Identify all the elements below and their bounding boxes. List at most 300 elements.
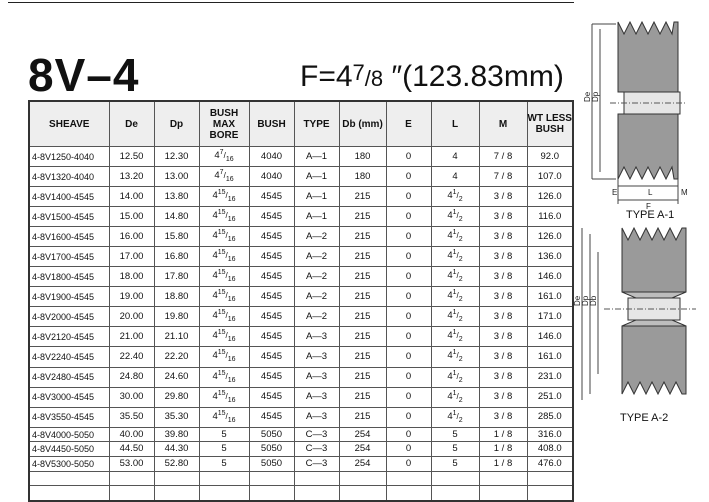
- col-e: E: [386, 101, 431, 147]
- cell-l-denominator: 2: [458, 316, 463, 324]
- table-row: [29, 387, 573, 407]
- cell-m: 1 / 8: [479, 457, 527, 472]
- model-title: 8V–4: [28, 49, 140, 101]
- a1-m-label: M: [681, 188, 688, 197]
- cell-l-whole: 4: [447, 270, 453, 282]
- face-width-denominator: /8: [364, 66, 384, 91]
- cell-bush-max-bore-whole: 4: [212, 270, 218, 282]
- cell-de: 16.00: [109, 227, 154, 247]
- cell-bush-max-bore: $4^{15}/_{16}$: [199, 407, 249, 427]
- table-row: [29, 287, 573, 307]
- cell-l: [431, 147, 479, 167]
- cell-sheave: 4-8V1320-4040: [29, 167, 109, 187]
- col-sheave: SHEAVE: [29, 101, 109, 147]
- cell-type: A—2: [294, 287, 339, 307]
- cell-e: 0: [386, 287, 431, 307]
- cell-l-numerator: 1: [452, 409, 457, 417]
- cell-dp: 24.60: [154, 367, 199, 387]
- cell-l: [431, 442, 479, 457]
- col-l: L: [431, 101, 479, 147]
- cell-de: 18.00: [109, 267, 154, 287]
- cell-sheave: 4-8V4000-5050: [29, 427, 109, 442]
- table-row: [29, 407, 573, 427]
- cell-l-whole: 4: [447, 230, 453, 242]
- cell-db: 215: [339, 407, 386, 427]
- cell-de: 30.00: [109, 387, 154, 407]
- type-a2-caption: TYPE A-2: [620, 412, 669, 424]
- cell-bush-max-bore: [199, 427, 249, 442]
- cell-l-denominator: 2: [458, 256, 463, 264]
- type-a1-diagram: [583, 14, 704, 211]
- cell-de: 53.00: [109, 457, 154, 472]
- cell-e: 0: [386, 147, 431, 167]
- cell-sheave: 4-8V1250-4040: [29, 147, 109, 167]
- cell-m: 3 / 8: [479, 227, 527, 247]
- a2-lower-grooves: [622, 326, 686, 394]
- cell-l-numerator: 1: [452, 289, 457, 297]
- cell-de: 15.00: [109, 207, 154, 227]
- cell-db: 215: [339, 267, 386, 287]
- cell-de: 40.00: [109, 427, 154, 442]
- cell-bush: 4040: [249, 167, 294, 187]
- cell-l-denominator: 2: [458, 196, 463, 204]
- a1-lower-grooves: [618, 114, 678, 179]
- cell-dp: 19.80: [154, 307, 199, 327]
- cell-l-numerator: 1: [452, 389, 457, 397]
- cell-bush-max-bore: $4^7/_{16}$: [199, 167, 249, 187]
- cell-wt: 231.0: [527, 367, 573, 387]
- cell-dp: 13.80: [154, 187, 199, 207]
- cell-bush-max-bore-numerator: 15: [217, 349, 226, 357]
- col-bush-max-bore: BUSH MAX BORE: [199, 101, 249, 147]
- cell-wt: 136.0: [527, 247, 573, 267]
- cell-bush-max-bore-whole: 4: [212, 390, 218, 402]
- cell-bush-max-bore-whole: 5: [221, 428, 227, 440]
- cell-l-denominator: 2: [458, 376, 463, 384]
- blank-cell: [109, 471, 154, 486]
- cell-bush: 4545: [249, 347, 294, 367]
- cell-m: 7 / 8: [479, 147, 527, 167]
- cell-l: $4^1/_2$: [431, 187, 479, 207]
- a1-l-label: L: [648, 188, 653, 197]
- cell-m: 3 / 8: [479, 267, 527, 287]
- cell-wt: 126.0: [527, 187, 573, 207]
- cell-dp: 16.80: [154, 247, 199, 267]
- cell-bush-max-bore-numerator: 15: [217, 309, 226, 317]
- cell-bush-max-bore: $4^{15}/_{16}$: [199, 267, 249, 287]
- cell-l: $4^1/_2$: [431, 267, 479, 287]
- cell-dp: 13.00: [154, 167, 199, 187]
- cell-bush-max-bore-numerator: 15: [217, 409, 226, 417]
- cell-type: A—3: [294, 387, 339, 407]
- cell-wt: 476.0: [527, 457, 573, 472]
- cell-de: 14.00: [109, 187, 154, 207]
- cell-bush-max-bore-whole: 5: [221, 443, 227, 455]
- cell-m: 1 / 8: [479, 442, 527, 457]
- cell-de: 24.80: [109, 367, 154, 387]
- cell-de: 17.00: [109, 247, 154, 267]
- cell-type: A—3: [294, 327, 339, 347]
- col-de: De: [109, 101, 154, 147]
- cell-e: 0: [386, 427, 431, 442]
- blank-cell: [109, 486, 154, 501]
- cell-l-denominator: 2: [458, 216, 463, 224]
- cell-db: 215: [339, 227, 386, 247]
- cell-sheave: 4-8V2240-4545: [29, 347, 109, 367]
- cell-bush-max-bore-whole: 4: [212, 190, 218, 202]
- cell-dp: 17.80: [154, 267, 199, 287]
- cell-dp: 14.80: [154, 207, 199, 227]
- cell-db: 215: [339, 187, 386, 207]
- blank-cell: [527, 486, 573, 501]
- cell-bush: 4545: [249, 267, 294, 287]
- cell-db: 180: [339, 147, 386, 167]
- cell-wt: 126.0: [527, 227, 573, 247]
- cell-l-numerator: 1: [452, 269, 457, 277]
- cell-type: A—2: [294, 307, 339, 327]
- cell-l: $4^1/_2$: [431, 407, 479, 427]
- cell-de: 13.20: [109, 167, 154, 187]
- cell-db: 215: [339, 327, 386, 347]
- cell-bush: 4545: [249, 387, 294, 407]
- cell-l-denominator: 2: [458, 396, 463, 404]
- cell-bush-max-bore-whole: 4: [212, 210, 218, 222]
- blank-cell: [386, 471, 431, 486]
- cell-db: 215: [339, 307, 386, 327]
- cell-bush-max-bore-numerator: 15: [217, 249, 226, 257]
- blank-cell: [29, 486, 109, 501]
- cell-e: 0: [386, 187, 431, 207]
- cell-m: 3 / 8: [479, 347, 527, 367]
- a1-e-label: E: [612, 188, 618, 197]
- cell-bush: 4545: [249, 327, 294, 347]
- cell-bush-max-bore-denominator: 16: [225, 156, 234, 164]
- a1-dp-label: Dp: [591, 91, 600, 102]
- cell-l: $4^1/_2$: [431, 227, 479, 247]
- cell-bush: 4545: [249, 187, 294, 207]
- cell-sheave: 4-8V3550-4545: [29, 407, 109, 427]
- cell-bush-max-bore-whole: 4: [212, 230, 218, 242]
- table-row: [29, 442, 573, 457]
- cell-l-numerator: 1: [452, 189, 457, 197]
- cell-de: 19.00: [109, 287, 154, 307]
- cell-l-denominator: 2: [458, 356, 463, 364]
- cell-type: C—3: [294, 442, 339, 457]
- blank-cell: [294, 471, 339, 486]
- cell-sheave: 4-8V3000-4545: [29, 387, 109, 407]
- cell-bush-max-bore: $4^{15}/_{16}$: [199, 307, 249, 327]
- cell-l-numerator: 1: [452, 209, 457, 217]
- cell-l: $4^1/_2$: [431, 387, 479, 407]
- cell-bush-max-bore-whole: 4: [212, 290, 218, 302]
- blank-cell: [29, 471, 109, 486]
- top-rule: [8, 2, 574, 3]
- cell-db: 215: [339, 207, 386, 227]
- cell-db: 215: [339, 387, 386, 407]
- cell-e: 0: [386, 367, 431, 387]
- cell-e: 0: [386, 387, 431, 407]
- cell-dp: 52.80: [154, 457, 199, 472]
- cell-l-numerator: 1: [452, 309, 457, 317]
- cell-type: A—1: [294, 187, 339, 207]
- face-width-mm: (123.83mm): [402, 60, 564, 93]
- cell-l-whole: 4: [447, 370, 453, 382]
- cell-bush-max-bore-whole: 4: [212, 330, 218, 342]
- blank-cell: [154, 471, 199, 486]
- cell-m: 7 / 8: [479, 167, 527, 187]
- blank-cell: [199, 471, 249, 486]
- cell-sheave: 4-8V2000-4545: [29, 307, 109, 327]
- cell-wt: 116.0: [527, 207, 573, 227]
- blank-cell: [431, 471, 479, 486]
- cell-wt: 251.0: [527, 387, 573, 407]
- cell-l-whole: 4: [452, 150, 458, 162]
- cell-l: $4^1/_2$: [431, 367, 479, 387]
- a2-dp-label: Dp: [581, 295, 590, 306]
- blank-cell: [154, 486, 199, 501]
- cell-type: A—2: [294, 267, 339, 287]
- cell-m: 3 / 8: [479, 307, 527, 327]
- cell-db: 215: [339, 287, 386, 307]
- cell-e: 0: [386, 167, 431, 187]
- cell-bush: 4545: [249, 287, 294, 307]
- blank-cell: [386, 486, 431, 501]
- cell-l: $4^1/_2$: [431, 327, 479, 347]
- cell-type: C—3: [294, 457, 339, 472]
- type-a1-caption: TYPE A-1: [626, 209, 675, 221]
- face-width-numerator: 7: [352, 60, 365, 85]
- cell-l: $4^1/_2$: [431, 247, 479, 267]
- cell-db: 254: [339, 457, 386, 472]
- cell-l: $4^1/_2$: [431, 307, 479, 327]
- type-a2-diagram: [573, 222, 704, 412]
- cell-l-whole: 4: [447, 410, 453, 422]
- col-db: Db (mm): [339, 101, 386, 147]
- cell-m: 3 / 8: [479, 327, 527, 347]
- cell-wt: 316.0: [527, 427, 573, 442]
- cell-l-whole: 5: [452, 428, 458, 440]
- cell-type: C—3: [294, 427, 339, 442]
- cell-m: 3 / 8: [479, 387, 527, 407]
- cell-wt: 171.0: [527, 307, 573, 327]
- col-wt-less-bush: WT LESS BUSH: [527, 101, 573, 147]
- cell-db: 215: [339, 347, 386, 367]
- cell-m: 3 / 8: [479, 247, 527, 267]
- cell-bush-max-bore-denominator: 16: [225, 176, 234, 184]
- cell-e: 0: [386, 267, 431, 287]
- cell-bush-max-bore-denominator: 16: [227, 316, 236, 324]
- cell-wt: 161.0: [527, 347, 573, 367]
- cell-l-numerator: 1: [452, 329, 457, 337]
- cell-dp: 15.80: [154, 227, 199, 247]
- cell-type: A—1: [294, 207, 339, 227]
- cell-de: 44.50: [109, 442, 154, 457]
- cell-bush-max-bore-whole: 4: [212, 250, 218, 262]
- cell-l-whole: 4: [447, 390, 453, 402]
- cell-sheave: 4-8V4450-5050: [29, 442, 109, 457]
- cell-e: 0: [386, 457, 431, 472]
- cell-l-whole: 4: [447, 350, 453, 362]
- inch-mark: ″: [383, 60, 403, 93]
- cell-bush-max-bore: $4^{15}/_{16}$: [199, 287, 249, 307]
- sheave-spec-table: [28, 100, 574, 502]
- cell-bush-max-bore-whole: 4: [212, 310, 218, 322]
- cell-bush-max-bore-denominator: 16: [227, 356, 236, 364]
- cell-sheave: 4-8V1700-4545: [29, 247, 109, 267]
- blank-table-row: [29, 471, 573, 486]
- blank-table-row: [29, 486, 573, 501]
- cell-l: $4^1/_2$: [431, 347, 479, 367]
- cell-wt: 161.0: [527, 287, 573, 307]
- cell-bush: 4545: [249, 367, 294, 387]
- cell-bush-max-bore-denominator: 16: [227, 416, 236, 424]
- cell-bush-max-bore-denominator: 16: [227, 196, 236, 204]
- cell-dp: 22.20: [154, 347, 199, 367]
- cell-bush-max-bore: $4^7/_{16}$: [199, 147, 249, 167]
- cell-l: [431, 457, 479, 472]
- cell-l-whole: 4: [447, 250, 453, 262]
- cell-bush-max-bore-whole: 4: [212, 370, 218, 382]
- cell-db: 215: [339, 367, 386, 387]
- cell-bush-max-bore-numerator: 15: [217, 289, 226, 297]
- cell-type: A—2: [294, 247, 339, 267]
- cell-l: $4^1/_2$: [431, 287, 479, 307]
- table-row: [29, 267, 573, 287]
- cell-bush-max-bore: $4^{15}/_{16}$: [199, 227, 249, 247]
- cell-bush-max-bore-numerator: 15: [217, 209, 226, 217]
- cell-bush-max-bore-denominator: 16: [227, 236, 236, 244]
- cell-e: 0: [386, 227, 431, 247]
- cell-bush-max-bore: $4^{15}/_{16}$: [199, 367, 249, 387]
- cell-bush: 5050: [249, 457, 294, 472]
- cell-bush: 5050: [249, 427, 294, 442]
- cell-l-denominator: 2: [458, 296, 463, 304]
- cell-db: 180: [339, 167, 386, 187]
- table-row: [29, 167, 573, 187]
- cell-type: A—1: [294, 167, 339, 187]
- cell-bush: 4545: [249, 307, 294, 327]
- cell-l: $4^1/_2$: [431, 207, 479, 227]
- cell-sheave: 4-8V1600-4545: [29, 227, 109, 247]
- cell-dp: 29.80: [154, 387, 199, 407]
- cell-l: [431, 427, 479, 442]
- cell-bush-max-bore-denominator: 16: [227, 336, 236, 344]
- blank-cell: [339, 486, 386, 501]
- cell-de: 35.50: [109, 407, 154, 427]
- table-row: [29, 207, 573, 227]
- a2-upper-grooves: [622, 228, 686, 292]
- cell-l-denominator: 2: [458, 236, 463, 244]
- cell-db: 254: [339, 442, 386, 457]
- col-type: TYPE: [294, 101, 339, 147]
- cell-sheave: 4-8V1400-4545: [29, 187, 109, 207]
- cell-bush: 5050: [249, 442, 294, 457]
- col-dp: Dp: [154, 101, 199, 147]
- cell-bush: 4040: [249, 147, 294, 167]
- table-row: [29, 307, 573, 327]
- blank-cell: [339, 471, 386, 486]
- face-width-formula: [300, 62, 564, 92]
- cell-dp: 12.30: [154, 147, 199, 167]
- cell-bush-max-bore-numerator: 7: [219, 149, 224, 156]
- cell-bush: 4545: [249, 247, 294, 267]
- cell-e: 0: [386, 327, 431, 347]
- cell-bush-max-bore-numerator: 15: [217, 369, 226, 377]
- cell-dp: 18.80: [154, 287, 199, 307]
- cell-l-whole: 4: [447, 310, 453, 322]
- cell-type: A—3: [294, 407, 339, 427]
- table-row: [29, 427, 573, 442]
- cell-m: 3 / 8: [479, 367, 527, 387]
- cell-m: 3 / 8: [479, 287, 527, 307]
- cell-wt: 146.0: [527, 327, 573, 347]
- cell-bush-max-bore-whole: 4: [212, 410, 218, 422]
- cell-e: 0: [386, 247, 431, 267]
- cell-bush-max-bore: $4^{15}/_{16}$: [199, 387, 249, 407]
- blank-cell: [431, 486, 479, 501]
- cell-bush-max-bore: $4^{15}/_{16}$: [199, 247, 249, 267]
- cell-bush-max-bore-denominator: 16: [227, 256, 236, 264]
- a1-de-label: De: [583, 91, 592, 102]
- blank-cell: [479, 486, 527, 501]
- cell-l-whole: 5: [452, 443, 458, 455]
- cell-bush-max-bore-denominator: 16: [227, 396, 236, 404]
- cell-dp: 39.80: [154, 427, 199, 442]
- cell-bush-max-bore-numerator: 7: [219, 169, 224, 177]
- cell-wt: 107.0: [527, 167, 573, 187]
- cell-sheave: 4-8V2120-4545: [29, 327, 109, 347]
- cell-bush-max-bore: $4^{15}/_{16}$: [199, 187, 249, 207]
- cell-sheave: 4-8V1500-4545: [29, 207, 109, 227]
- cell-bush-max-bore-whole: 4: [214, 170, 220, 182]
- cell-bush: 4545: [249, 227, 294, 247]
- cell-l-whole: 4: [447, 290, 453, 302]
- cell-l: [431, 167, 479, 187]
- cell-bush-max-bore-denominator: 16: [227, 276, 236, 284]
- cell-wt: 408.0: [527, 442, 573, 457]
- cell-bush-max-bore-denominator: 16: [227, 296, 236, 304]
- cell-m: 3 / 8: [479, 187, 527, 207]
- blank-cell: [199, 486, 249, 501]
- cell-de: 21.00: [109, 327, 154, 347]
- cell-bush-max-bore-numerator: 15: [217, 329, 226, 337]
- cell-type: A—1: [294, 147, 339, 167]
- cell-l-whole: 4: [452, 170, 458, 182]
- cell-bush-max-bore-whole: 4: [214, 150, 220, 162]
- table-row: [29, 367, 573, 387]
- cell-l-denominator: 2: [458, 336, 463, 344]
- cell-m: 1 / 8: [479, 427, 527, 442]
- cell-e: 0: [386, 347, 431, 367]
- cell-dp: 35.30: [154, 407, 199, 427]
- face-width-prefix: F=4: [300, 60, 353, 93]
- cell-db: 215: [339, 247, 386, 267]
- table-row: [29, 247, 573, 267]
- cell-type: A—3: [294, 367, 339, 387]
- cell-dp: 21.10: [154, 327, 199, 347]
- cell-e: 0: [386, 307, 431, 327]
- cell-m: 3 / 8: [479, 407, 527, 427]
- cell-de: 22.40: [109, 347, 154, 367]
- a1-f-label: F: [646, 202, 651, 211]
- cell-type: A—3: [294, 347, 339, 367]
- cell-l-whole: 4: [447, 210, 453, 222]
- table-row: [29, 457, 573, 472]
- cell-de: 12.50: [109, 147, 154, 167]
- cell-bush: 4545: [249, 207, 294, 227]
- cell-bush-max-bore: $4^{15}/_{16}$: [199, 327, 249, 347]
- col-m: M: [479, 101, 527, 147]
